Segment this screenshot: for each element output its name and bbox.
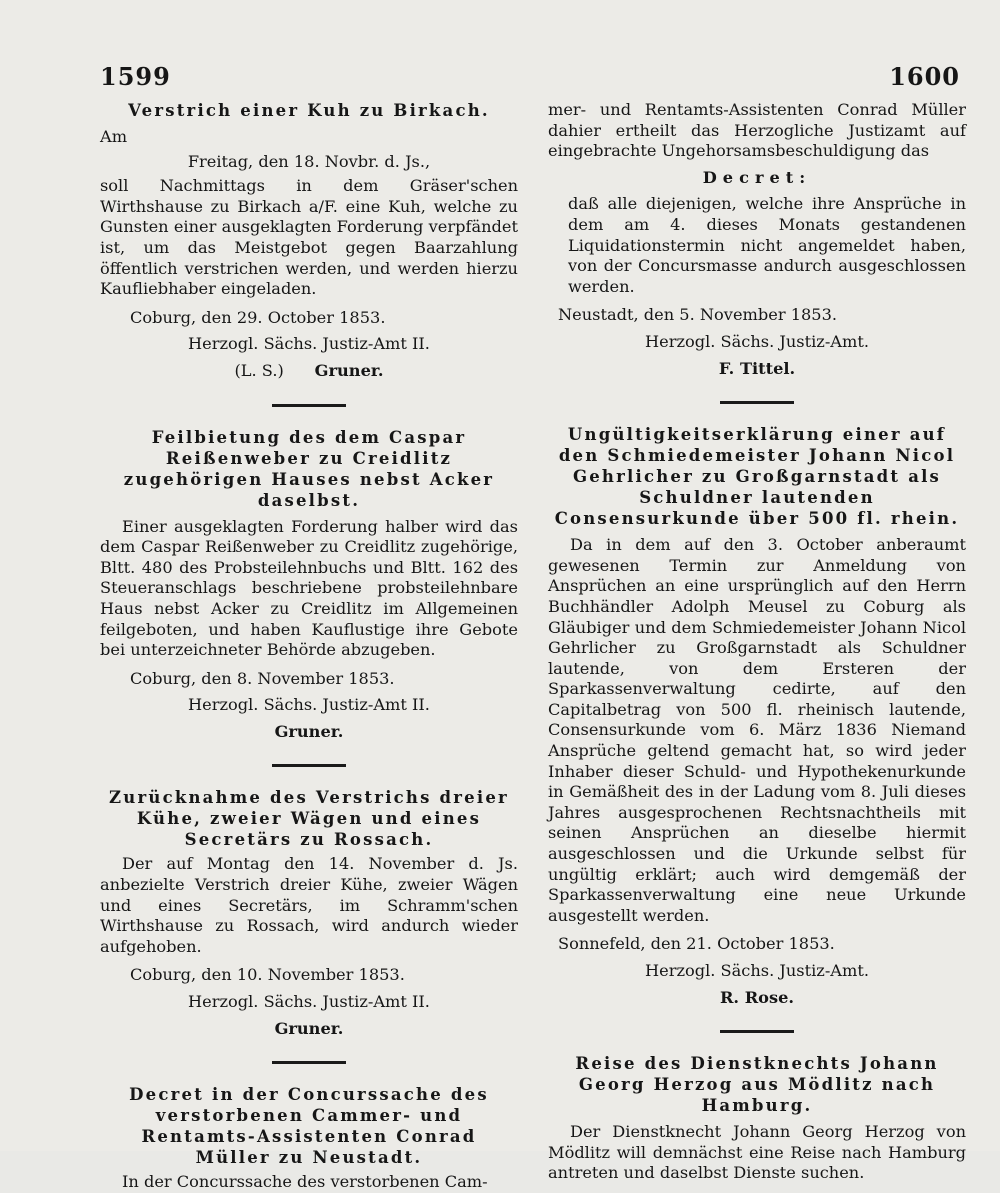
signature-line bbox=[100, 361, 518, 382]
signer: Gruner. bbox=[274, 1018, 344, 1038]
authority: Herzogl. Sächs. Justiz-Amt II. bbox=[188, 992, 430, 1012]
notice-heading: Feilbietung des dem Caspar Reißenweber zu Creidlitz zugehörigen Hauses nebst Acker daselbst. bbox=[123, 427, 495, 510]
decret-text: daß alle diejenigen, welche ihre Ansprüche in dem am 4. dieses Monats gestandenen Liquidationstermin nicht angemeldet haben, von der Concursmasse andurch ausgeschlossen werden. bbox=[568, 194, 966, 296]
notice-text: soll Nachmittags in dem Gräser'schen Wirthshause zu Birkach a/F. eine Kuh, welche zu Gunsten einer ausgeklagten Forderung verpfändet ist, um das Meistgebot gegen Baarzahlung öffentlich verstrichen werden, und werden hierzu Kaufliebhaber eingeladen. bbox=[100, 176, 518, 299]
authority: Herzogl. Sächs. Justiz-Amt. bbox=[645, 331, 869, 351]
authority: Herzogl. Sächs. Justiz-Amt II. bbox=[188, 695, 430, 715]
notice-heading: Ungültigkeitserklärung einer auf den Schmiedemeister Johann Nicol Gehrlicher zu Großgarnstadt als Schuldner lautenden Consensurkunde über 500 fl. rhein. bbox=[554, 425, 960, 529]
notice-concurs-mueller bbox=[100, 1084, 518, 1193]
seal: (L. S.) bbox=[234, 360, 284, 380]
page-number-left: 1599 bbox=[100, 62, 171, 91]
separator-rule bbox=[720, 1030, 794, 1033]
notice-text: Der Dienstknecht Johann Georg Herzog von Mödlitz will demnächst eine Reise nach Hamburg antreten und daselbst Dienste suchen. bbox=[548, 1122, 966, 1183]
notice-birkach bbox=[100, 100, 518, 382]
notice-date-line: Freitag, den 18. Novbr. d. Js., bbox=[187, 151, 431, 171]
decret-label: Decret: bbox=[702, 167, 812, 187]
notice-heading: Zurücknahme des Verstrichs dreier Kühe, zweier Wägen und eines Secretärs zu Rossach. bbox=[109, 788, 509, 850]
notice-heading: Reise des Dienstknechts Johann Georg Herzog aus Mödlitz nach Hamburg. bbox=[575, 1054, 939, 1116]
place-date: Coburg, den 29. October 1853. bbox=[130, 307, 386, 327]
separator-rule bbox=[720, 401, 794, 404]
notice-heading: Decret in der Concurssache des verstorbenen Cammer- und Rentamts-Assistenten Conrad Müller zu Neustadt. bbox=[129, 1085, 489, 1168]
notice-text: Der auf Montag den 14. November d. Js. anbezielte Verstrich dreier Kühe, zweier Wägen und eines Secretärs, im Schramm'schen Wirthshause zu Rossach, wird andurch wieder aufgehoben. bbox=[100, 854, 518, 956]
signer: R. Rose. bbox=[719, 987, 795, 1007]
signer: F. Tittel. bbox=[718, 358, 796, 378]
notice-herzog-travel bbox=[548, 1053, 966, 1184]
separator-rule bbox=[272, 1061, 346, 1064]
notice-text: Einer ausgeklagten Forderung halber wird das dem Caspar Reißenweber zu Creidlitz zugehörige, Bltt. 480 des Probsteilehnbuchs und Bltt. 162 des Steueranschlags beschriebene probsteilehnbare Haus nebst Acker zu Creidlitz im Allgemeinen feilgeboten, und haben Kauflustige ihre Gebote bei unterzeichneter Behörde abzugeben. bbox=[100, 516, 518, 660]
notice-am: Am bbox=[100, 127, 128, 146]
place-date: Coburg, den 8. November 1853. bbox=[130, 668, 395, 688]
notice-rossach bbox=[100, 787, 518, 1039]
right-column bbox=[548, 100, 966, 1183]
signer: Gruner. bbox=[314, 360, 384, 380]
notice-concurs-mueller-continued bbox=[548, 100, 966, 379]
notice-text: mer- und Rentamts-Assistenten Conrad Müller dahier ertheilt das Herzogliche Justizamt auf eingebrachte Ungehorsamsbeschuldigung das bbox=[548, 100, 966, 161]
notice-reissenweber bbox=[100, 427, 518, 743]
page-number-right: 1600 bbox=[889, 62, 960, 91]
separator-rule bbox=[272, 404, 346, 407]
separator-rule bbox=[272, 764, 346, 767]
left-column bbox=[100, 100, 518, 1192]
authority: Herzogl. Sächs. Justiz-Amt II. bbox=[188, 334, 430, 354]
place-date: Neustadt, den 5. November 1853. bbox=[558, 305, 838, 325]
place-date: Sonnefeld, den 21. October 1853. bbox=[558, 934, 835, 954]
notice-gehrlicher bbox=[548, 424, 966, 1008]
notice-text: In der Concurssache des verstorbenen Cam- bbox=[122, 1172, 488, 1192]
notice-text: Da in dem auf den 3. October anberaumt gewesenen Termin zur Anmeldung von Ansprüchen an eine ursprünglich auf den Herrn Buchhändler Adolph Meusel zu Coburg als Gläubiger und dem Schmiedemeister Johann Nicol Gehrlicher zu Großgarnstadt als Schuldner lautende, von dem Ersteren der Sparkassenverwaltung cedirte, auf den Capitalbetrag von 500 fl. rheinisch lautende, Consensurkunde vom 6. März 1836 Niemand Ansprüche geltend gemacht hat, so wird jeder Inhaber dieser Schuld- und Hypothekenurkunde in Gemäßheit des in der Ladung vom 8. Juli dieses Jahres ausgesprochenen Rechtsnachtheils mit seinen Ansprüchen an dieselbe hiermit ausgeschlossen und die Urkunde selbst für ungültig erklärt; auch wird demgemäß der Sparkassenverwaltung eine neue Urkunde ausgestellt werden. bbox=[548, 535, 966, 925]
authority: Herzogl. Sächs. Justiz-Amt. bbox=[645, 961, 869, 980]
signer: Gruner. bbox=[274, 721, 344, 741]
place-date: Coburg, den 10. November 1853. bbox=[130, 965, 405, 985]
notice-heading: Verstrich einer Kuh zu Birkach. bbox=[128, 101, 490, 120]
